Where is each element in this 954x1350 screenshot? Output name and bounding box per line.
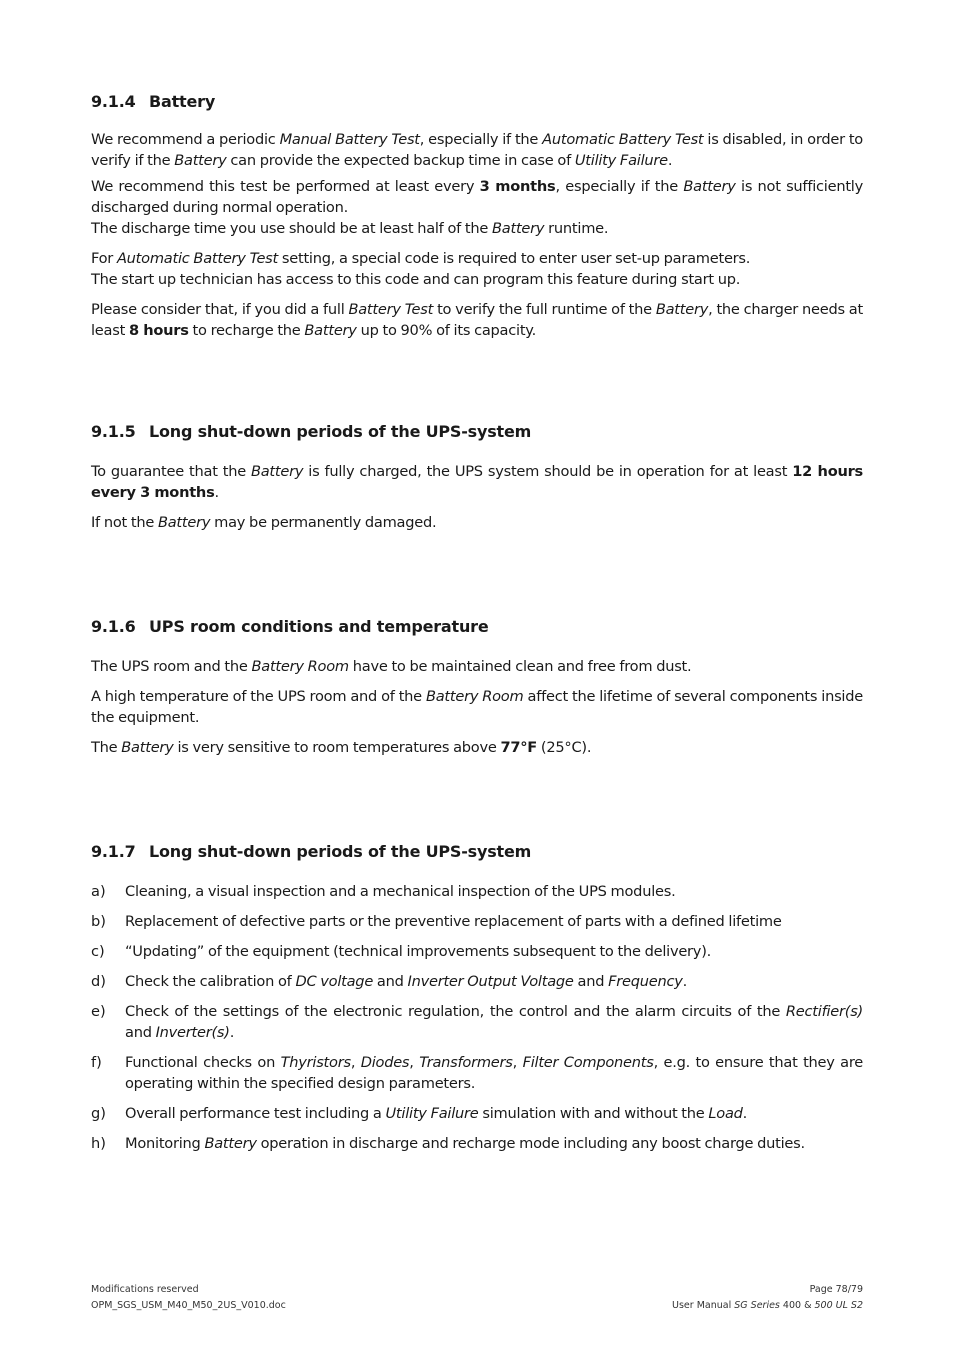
list-item <box>91 911 863 932</box>
list-item-label: d) <box>91 973 106 990</box>
emphasis-text: Automatic Battery Test <box>116 250 279 267</box>
section-title: Battery <box>149 92 216 111</box>
section-title: UPS room conditions and temperature <box>149 617 489 636</box>
maintenance-list <box>91 881 863 1154</box>
section-title: Long shut-down periods of the UPS-system <box>149 422 532 441</box>
section-9-1-6 <box>91 617 863 758</box>
list-item-text: Functional checks on Thyristors, Diodes, Transformers, Filter Components, e.g. to ensure that they are operating within the specified design parameters. <box>125 1054 864 1092</box>
emphasis-text: Battery <box>174 152 227 169</box>
emphasis-text: Manual Battery Test <box>279 131 420 148</box>
bold-text: 12 hours every 3 months <box>91 463 863 501</box>
emphasis-text: Filter Components <box>522 1054 654 1071</box>
section-number: 9.1.5 <box>91 422 136 441</box>
bold-text: 3 months <box>479 178 556 195</box>
section-heading <box>91 422 863 442</box>
emphasis-text: Load <box>708 1105 743 1122</box>
list-item-label: g) <box>91 1105 106 1122</box>
section-number: 9.1.4 <box>91 92 136 111</box>
paragraph: To guarantee that the Battery is fully charged, the UPS system should be in operation for at least 12 hours every 3 months. <box>91 463 863 501</box>
list-item-text: Overall performance test including a Utility Failure simulation with and without the Load. <box>125 1105 748 1122</box>
emphasis-text: Rectifier(s) <box>785 1003 863 1020</box>
list-item-text: “Updating” of the equipment (technical improvements subsequent to the delivery). <box>125 943 712 960</box>
emphasis-text: 500 UL S2 <box>814 1300 863 1311</box>
list-item-text: Monitoring Battery operation in discharge and recharge mode including any boost charge duties. <box>125 1135 805 1152</box>
emphasis-text: Automatic Battery Test <box>542 131 704 148</box>
list-item-label: a) <box>91 883 106 900</box>
list-item-label: b) <box>91 913 106 930</box>
emphasis-text: Battery Room <box>425 688 524 705</box>
footer-manual-name: User Manual SG Series 400 & 500 UL S2 <box>672 1300 863 1311</box>
emphasis-text: Thyristors <box>280 1054 351 1071</box>
paragraph: We recommend a periodic Manual Battery Test, especially if the Automatic Battery Test is disabled, in order to verify if the Battery can provide the expected backup time in case of Utility Failure. <box>91 131 863 169</box>
list-item <box>91 1001 863 1043</box>
list-item-label: c) <box>91 943 105 960</box>
paragraph: For Automatic Battery Test setting, a special code is required to enter user set-up parameters. The start up technician has access to this code and can program this feature during start up. <box>91 250 751 288</box>
paragraph: Please consider that, if you did a full Battery Test to verify the full runtime of the Battery, the charger needs at least 8 hours to recharge the Battery up to 90% of its capacity. <box>91 301 863 339</box>
emphasis-text: Transformers <box>419 1054 513 1071</box>
emphasis-text: Battery <box>304 322 357 339</box>
section-9-1-7 <box>91 842 863 1163</box>
list-item <box>91 881 863 902</box>
emphasis-text: Battery <box>204 1135 257 1152</box>
emphasis-text: Utility Failure <box>574 152 668 169</box>
section-9-1-4 <box>91 92 863 341</box>
list-item-text: Cleaning, a visual inspection and a mechanical inspection of the UPS modules. <box>125 883 676 900</box>
list-item <box>91 971 863 992</box>
emphasis-text: Battery <box>655 301 709 318</box>
footer-left-line2: OPM_SGS_USM_M40_M50_2US_V010.doc <box>91 1300 286 1311</box>
emphasis-text: Inverter Output Voltage <box>407 973 574 990</box>
section-heading <box>91 842 863 862</box>
emphasis-text: Battery <box>683 178 736 195</box>
paragraph: The UPS room and the Battery Room have to be maintained clean and free from dust. <box>91 658 692 675</box>
emphasis-text: Utility Failure <box>385 1105 479 1122</box>
section-9-1-5 <box>91 422 863 533</box>
list-item-label: e) <box>91 1003 106 1020</box>
list-item-label: h) <box>91 1135 106 1152</box>
list-item-text: Check of the settings of the electronic regulation, the control and the alarm circuits of the Rectifier(s) and Inverter(s). <box>125 1003 863 1041</box>
emphasis-text: Inverter(s) <box>155 1024 230 1041</box>
list-item <box>91 1133 863 1154</box>
bold-text: 8 hours <box>128 322 189 339</box>
section-title: Long shut-down periods of the UPS-system <box>149 842 532 861</box>
section-number: 9.1.7 <box>91 842 136 861</box>
section-heading <box>91 92 863 112</box>
emphasis-text: Battery <box>121 739 174 756</box>
paragraph: If not the Battery may be permanently damaged. <box>91 514 437 531</box>
emphasis-text: SG Series <box>734 1300 780 1311</box>
footer-left-line1: Modifications reserved <box>91 1284 199 1295</box>
footer-right <box>672 1282 863 1314</box>
paragraph: A high temperature of the UPS room and of the Battery Room affect the lifetime of several components inside the equipment. <box>91 688 863 726</box>
list-item-text: Check the calibration of DC voltage and Inverter Output Voltage and Frequency. <box>125 973 688 990</box>
paragraph: We recommend this test be performed at least every 3 months, especially if the Battery is not sufficiently discharged during normal operation. The discharge time you use should be at least half of the Battery runtime. <box>91 178 863 237</box>
emphasis-text: Diodes <box>360 1054 410 1071</box>
emphasis-text: Battery Room <box>251 658 349 675</box>
paragraph: The Battery is very sensitive to room temperatures above 77°F (25°C). <box>91 739 592 756</box>
emphasis-text: Battery <box>157 514 211 531</box>
list-item <box>91 941 863 962</box>
bold-text: 77°F <box>500 739 538 756</box>
emphasis-text: Battery <box>250 463 304 480</box>
page-footer <box>91 1282 863 1314</box>
section-heading <box>91 617 863 637</box>
emphasis-text: DC voltage <box>295 973 374 990</box>
list-item-text: Replacement of defective parts or the preventive replacement of parts with a defined lifetime <box>125 913 782 930</box>
list-item-label: f) <box>91 1054 102 1071</box>
list-item <box>91 1103 863 1124</box>
emphasis-text: Battery <box>492 220 545 237</box>
list-item <box>91 1052 863 1094</box>
emphasis-text: Battery Test <box>348 301 434 318</box>
section-number: 9.1.6 <box>91 617 136 636</box>
footer-page-number: Page 78/79 <box>809 1284 863 1295</box>
emphasis-text: Frequency <box>608 973 683 990</box>
